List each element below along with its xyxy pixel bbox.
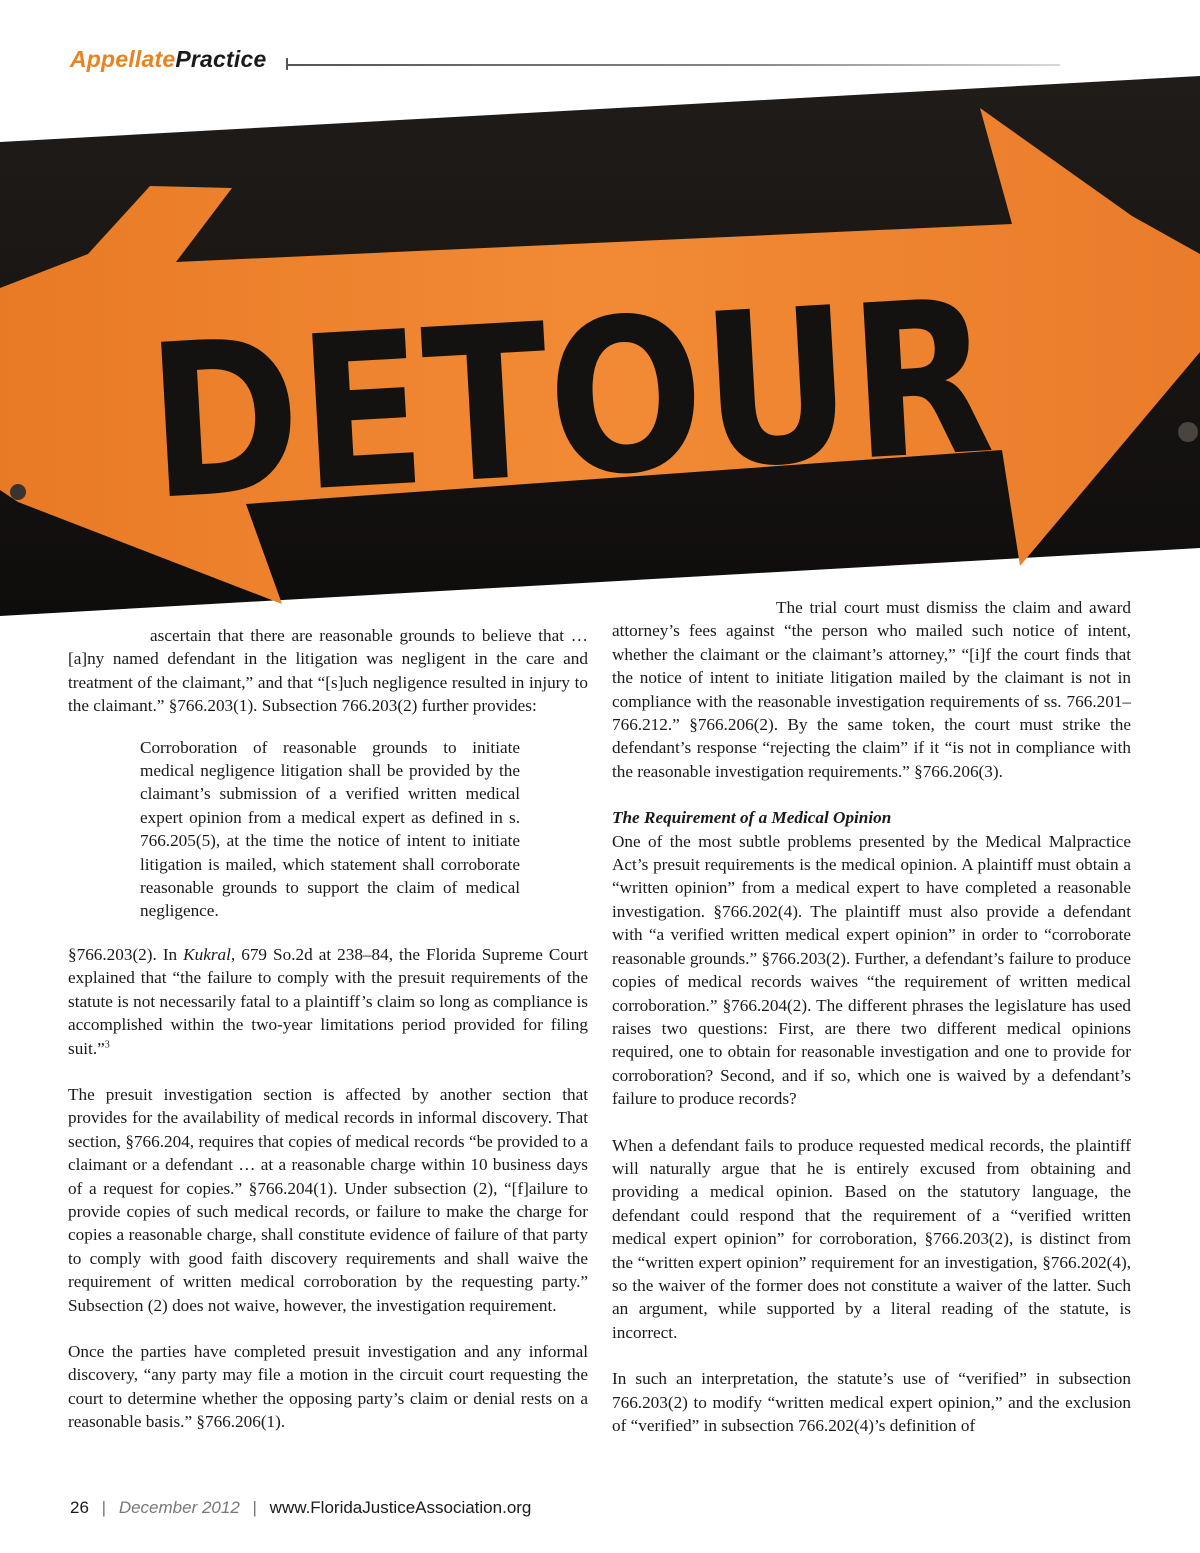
footnote-ref: 3: [104, 1038, 110, 1050]
paragraph: One of the most subtle problems presented by the Medical Malpractice Act’s presuit requirements is the medical opinion. A plaintiff must obtain a “written opinion” from a medical expert to have completed a reasonable investigation. §766.202(4). The plaintiff must also provide a defendant with “a verified written medical expert opinion” in order to “corroborate reasonable grounds.” §766.203(2). Further, a defendant’s failure to produce copies of medical records waives “the requirement of written medical corroboration.” §766.204(2). The different phrases the legislature has used raises two questions: First, are there two different medical opinions required, one to obtain for reasonable investigation and one to provide for corroboration? Second, and if so, which one is waived by a defendant’s failure to produce records?: [612, 831, 1131, 1109]
page-footer: [70, 1498, 531, 1518]
subheading: The Requirement of a Medical Opinion: [612, 808, 892, 828]
board-bolt-left: [10, 484, 26, 500]
detour-sign-photo: [0, 0, 1200, 620]
left-column: [68, 624, 588, 1434]
board-bolt-right: [1178, 422, 1198, 442]
paragraph: The trial court must dismiss the claim and award attorney’s fees against “the person who mailed such notice of intent, whether the claimant or the claimant’s attorney,” “[i]f the court finds that the notice of intent to initiate litigation mailed by the claimant is not in compliance with the reasonable investigation requirements of ss. 766.201–766.212.” §766.206(2). By the same token, the court must strike the defendant’s response “rejecting the claim” if it “is not in compliance with the reasonable investigation requirements.” §766.206(3).: [612, 598, 1131, 781]
footer-separator: |: [101, 1498, 107, 1517]
right-column: [612, 596, 1131, 1437]
issue-date: December 2012: [118, 1498, 240, 1517]
paragraph: Once the parties have completed presuit investigation and any informal discovery, “any party may file a motion in the circuit court requesting the court to determine whether the opposing party’s claim or denial rests on a reasonable basis.” §766.206(1).: [68, 1341, 588, 1432]
paragraph: The presuit investigation section is affected by another section that provides for the availability of medical records in informal discovery. That section, §766.204, requires that copies of medical records “be provided to a claimant or a defendant … at a reasonable charge within 10 business days of a request for copies.” §766.204(1). Under subsection (2), “[f]ailure to provide copies of such medical records, or failure to make the charge for copies a reasonable charge, shall constitute evidence of failure of that party to comply with good faith discovery requirements and shall waive the requirement of written medical corroboration by the requesting party.” Subsection (2) does not waive, however, the investigation requirement.: [68, 1084, 588, 1315]
paragraph: ascertain that there are reasonable grounds to believe that … [a]ny named defendant in the litigation was negligent in the care and treatment of the claimant,” and that “[s]uch negligence resulted in injury to the claimant.” §766.203(1). Subsection 766.203(2) further provides:: [68, 626, 588, 716]
statute-blockquote: Corroboration of reasonable grounds to initiate medical negligence litigation shall be provided by the claimant’s submission of a verified written medical expert opinion from a medical expert as defined in s. 766.205(5), at the time the notice of intent to initiate litigation is mailed, which statement shall corroborate reasonable grounds to support the claim of medical negligence.: [140, 737, 520, 921]
website-link[interactable]: www.FloridaJusticeAssociation.org: [269, 1498, 532, 1517]
paragraph: When a defendant fails to produce requested medical records, the plaintiff will naturally argue that he is entirely excused from obtaining and providing a medical opinion. Based on the statutory language, the defendant could respond that the requirement of a “verified written medical expert opinion” for corroboration, §766.203(2), is distinct from the “written expert opinion” requirement for an investigation, §766.202(4), so the waiver of the former does not constitute a waiver of the latter. Such an argument, while supported by a literal reading of the statute, is incorrect.: [612, 1135, 1131, 1342]
section-title-practice: Practice: [175, 46, 267, 72]
paragraph: [68, 943, 588, 1060]
text-span: §766.203(2). In: [68, 944, 184, 964]
page-number: 26: [70, 1498, 89, 1517]
footer-separator: |: [252, 1498, 257, 1517]
text-span: , 679 So.2d at 238–84, the Florida Supreme Court explained that “the failure to comply with the presuit requirements of the statute is not necessarily fatal to a plaintiff’s claim so long as compliance is accomplished within the two-year limitations period provided for filing suit.”: [68, 944, 589, 1058]
section-title-appellate: Appellate: [70, 46, 176, 72]
case-name: Kukral: [183, 944, 231, 964]
paragraph: In such an interpretation, the statute’s use of “verified” in subsection 766.203(2) to modify “written medical expert opinion,” and the exclusion of “verified” in subsection 766.202(4)’s definition of: [612, 1369, 1131, 1435]
sign-text: DETOUR: [142, 252, 999, 548]
